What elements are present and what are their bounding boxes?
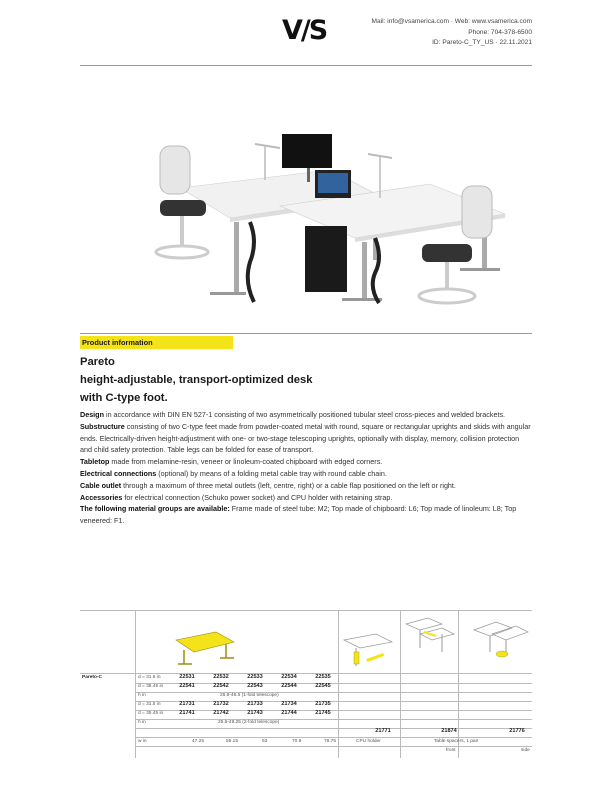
width-value: 78.75 (324, 739, 337, 744)
article-number: 21733 (247, 701, 263, 707)
article-number: 21734 (281, 701, 297, 707)
table-spacers-side-image (472, 616, 530, 660)
product-description (80, 409, 532, 527)
width-value: 47.25 (192, 739, 205, 744)
article-number: 22532 (213, 674, 229, 680)
table-top-line (80, 610, 532, 611)
article-number: 22541 (179, 683, 195, 689)
product-title (80, 353, 312, 407)
row-label: d = 35.45 in (138, 711, 164, 716)
accessory-number: 21776 (509, 728, 525, 734)
product-subtitle-1: height-adjustable, transport-optimized desk (80, 374, 313, 386)
height-range: 25.6-49.25 (2-fold telescope) (218, 720, 280, 725)
article-number: 21731 (179, 701, 195, 707)
accessory-number: 21771 (375, 728, 391, 734)
article-number: 21743 (247, 710, 263, 716)
desc-accessories: Accessories for electrical connection (Schuko power socket) and CPU holder with retaining strap. (80, 492, 393, 502)
row-label: d = 31.5 in (138, 675, 161, 680)
header-divider (80, 65, 532, 66)
product-table (80, 610, 532, 758)
row-line (135, 719, 532, 720)
article-number: 22543 (247, 683, 263, 689)
product-subtitle-2: with C-type foot. (80, 392, 168, 404)
article-number: 21732 (213, 701, 229, 707)
article-number: 22535 (315, 674, 331, 680)
article-number: 21742 (213, 710, 229, 716)
vs-logo: V/S (282, 15, 327, 46)
contact-phone: Phone: 704-378-6500 (468, 28, 532, 36)
accessory-number: 21874 (441, 728, 457, 734)
photo-divider (80, 333, 532, 334)
table-vline (338, 610, 339, 758)
contact-block (372, 17, 532, 49)
row-label: h in (138, 720, 146, 725)
model-label: Pareto-C (82, 675, 102, 680)
desc-substructure: Substructure consisting of two C-type feet made from powder-coated metal with round, square or rectangular uprights and skids with angular ends. Electrically-driven height-adjustment with one- or two-stage telescoping uprights, optionally with display, memory, collision protection and child safety protection. Table legs can be folded for ease of transport. (80, 421, 531, 455)
desc-tabletop: Tabletop made from melamine-resin, veneer or linoleum-coated chipboard with edged corners. (80, 457, 383, 467)
table-spacers-label: Table spacers, 1 pair (434, 739, 479, 744)
table-spacers-front-image (402, 614, 456, 658)
height-range: 26.8-46.5 (1-fold telescope) (220, 693, 279, 698)
article-number: 21735 (315, 701, 331, 707)
article-number: 21741 (179, 710, 195, 716)
row-label: w in (138, 739, 147, 744)
product-name: Pareto (80, 356, 115, 368)
contact-mail: Mail: info@vsamerica.com · Web: www.vsamerica.com (371, 18, 532, 25)
width-value: 70.9 (292, 739, 302, 744)
document-id: ID: Pareto-C_TY_US · 22.11.2021 (432, 39, 532, 47)
spacer-front-label: front (446, 748, 456, 753)
row-line (80, 673, 532, 674)
desc-material-groups: The following material groups are available: Frame made of steel tube: M2; Top made of chipboard: L6; Top made of linoleum: L8; Top veneered: F1. (80, 504, 517, 526)
desc-cable-outlet: Cable outlet through a maximum of three metal outlets (left, centre, right) or a cable flap positioned on the left or right. (80, 480, 456, 490)
desc-design: Design in accordance with DIN EN 527-1 consisting of two asymmetrically positioned tubular steel cross-pieces and welded brackets. (80, 410, 506, 419)
section-badge: Product information (80, 336, 233, 349)
row-label: d = 31.5 in (138, 702, 161, 707)
article-number: 22544 (281, 683, 297, 689)
row-label: h in (138, 693, 146, 698)
row-line (135, 746, 532, 747)
width-value: 63 (262, 739, 268, 744)
table-vline (400, 610, 401, 758)
row-line (135, 692, 532, 693)
article-number: 21744 (281, 710, 297, 716)
desc-electrical: Electrical connections (optional) by means of a folding metal cable tray with round cable chain. (80, 468, 387, 478)
article-number: 22534 (281, 674, 297, 680)
row-line (135, 728, 532, 729)
cpu-holder-label: CPU holder (356, 739, 381, 744)
article-number: 22545 (315, 683, 331, 689)
width-value: 55.15 (226, 739, 239, 744)
table-vline (458, 610, 459, 758)
article-number: 22542 (213, 683, 229, 689)
row-label: d = 35.45 in (138, 684, 164, 689)
article-number: 22531 (179, 674, 195, 680)
row-line (135, 737, 532, 738)
cpu-holder-image (342, 630, 396, 670)
product-photo (130, 118, 520, 320)
article-number: 21745 (315, 710, 331, 716)
article-number: 22533 (247, 674, 263, 680)
desk-c-foot-image (170, 628, 240, 668)
table-vline (135, 610, 136, 758)
spacer-side-label: side (521, 748, 530, 753)
